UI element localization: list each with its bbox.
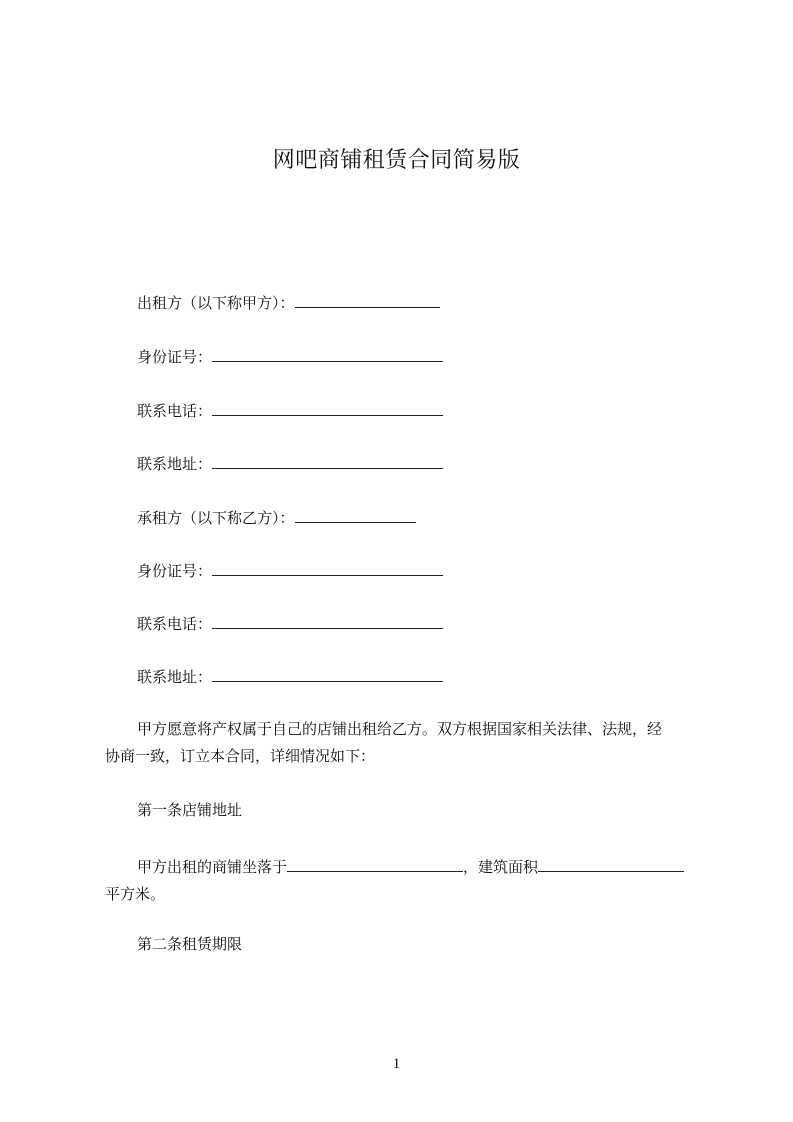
lessee-id-blank[interactable] bbox=[212, 559, 443, 576]
lessor-address-line bbox=[137, 452, 443, 474]
shop-location-blank[interactable] bbox=[287, 855, 463, 872]
article1-paragraph bbox=[105, 855, 705, 904]
document-title: 网吧商铺租赁合同简易版 bbox=[272, 148, 521, 173]
intro-paragraph bbox=[105, 719, 705, 766]
lessor-phone-label: 联系电话： bbox=[137, 402, 213, 420]
lessor-label: 出租方（以下称甲方）： bbox=[137, 294, 295, 312]
lessor-line bbox=[137, 291, 440, 313]
intro-line-2: 协商一致，订立本合同，详细情况如下： bbox=[105, 747, 376, 765]
floor-area-blank[interactable] bbox=[538, 855, 684, 872]
article1-text-part2: ，建筑面积 bbox=[463, 858, 539, 876]
lessor-name-blank[interactable] bbox=[295, 291, 440, 308]
lessor-address-label: 联系地址： bbox=[137, 455, 213, 473]
lessee-address-line bbox=[137, 665, 443, 687]
lessee-address-label: 联系地址： bbox=[137, 668, 213, 686]
lessor-id-blank[interactable] bbox=[212, 345, 443, 362]
lessee-line bbox=[137, 506, 416, 528]
lessor-id-line bbox=[137, 345, 443, 367]
article1-heading: 第一条店铺地址 bbox=[137, 801, 243, 819]
lessee-phone-line bbox=[137, 612, 443, 634]
lessee-id-line bbox=[137, 559, 443, 581]
page-number: 1 bbox=[392, 1056, 401, 1072]
article1-line-1 bbox=[105, 855, 705, 877]
lessee-address-blank[interactable] bbox=[212, 665, 443, 682]
lessee-phone-blank[interactable] bbox=[212, 612, 443, 629]
lessee-id-label: 身份证号： bbox=[137, 562, 213, 580]
lessor-phone-line bbox=[137, 399, 443, 421]
article2-heading: 第二条租赁期限 bbox=[137, 935, 243, 953]
article1-text-part3: 平方米。 bbox=[105, 885, 166, 903]
lessor-id-label: 身份证号： bbox=[137, 348, 213, 366]
lessee-name-blank[interactable] bbox=[295, 506, 416, 523]
lessee-label: 承租方（以下称乙方）： bbox=[137, 509, 295, 527]
intro-line-1: 甲方愿意将产权属于自己的店铺出租给乙方。双方根据国家相关法律、法规，经 bbox=[137, 720, 663, 738]
lessor-phone-blank[interactable] bbox=[212, 399, 443, 416]
lessee-phone-label: 联系电话： bbox=[137, 615, 213, 633]
lessor-address-blank[interactable] bbox=[212, 452, 443, 469]
article1-text-part1: 甲方出租的商铺坐落于 bbox=[137, 858, 288, 876]
